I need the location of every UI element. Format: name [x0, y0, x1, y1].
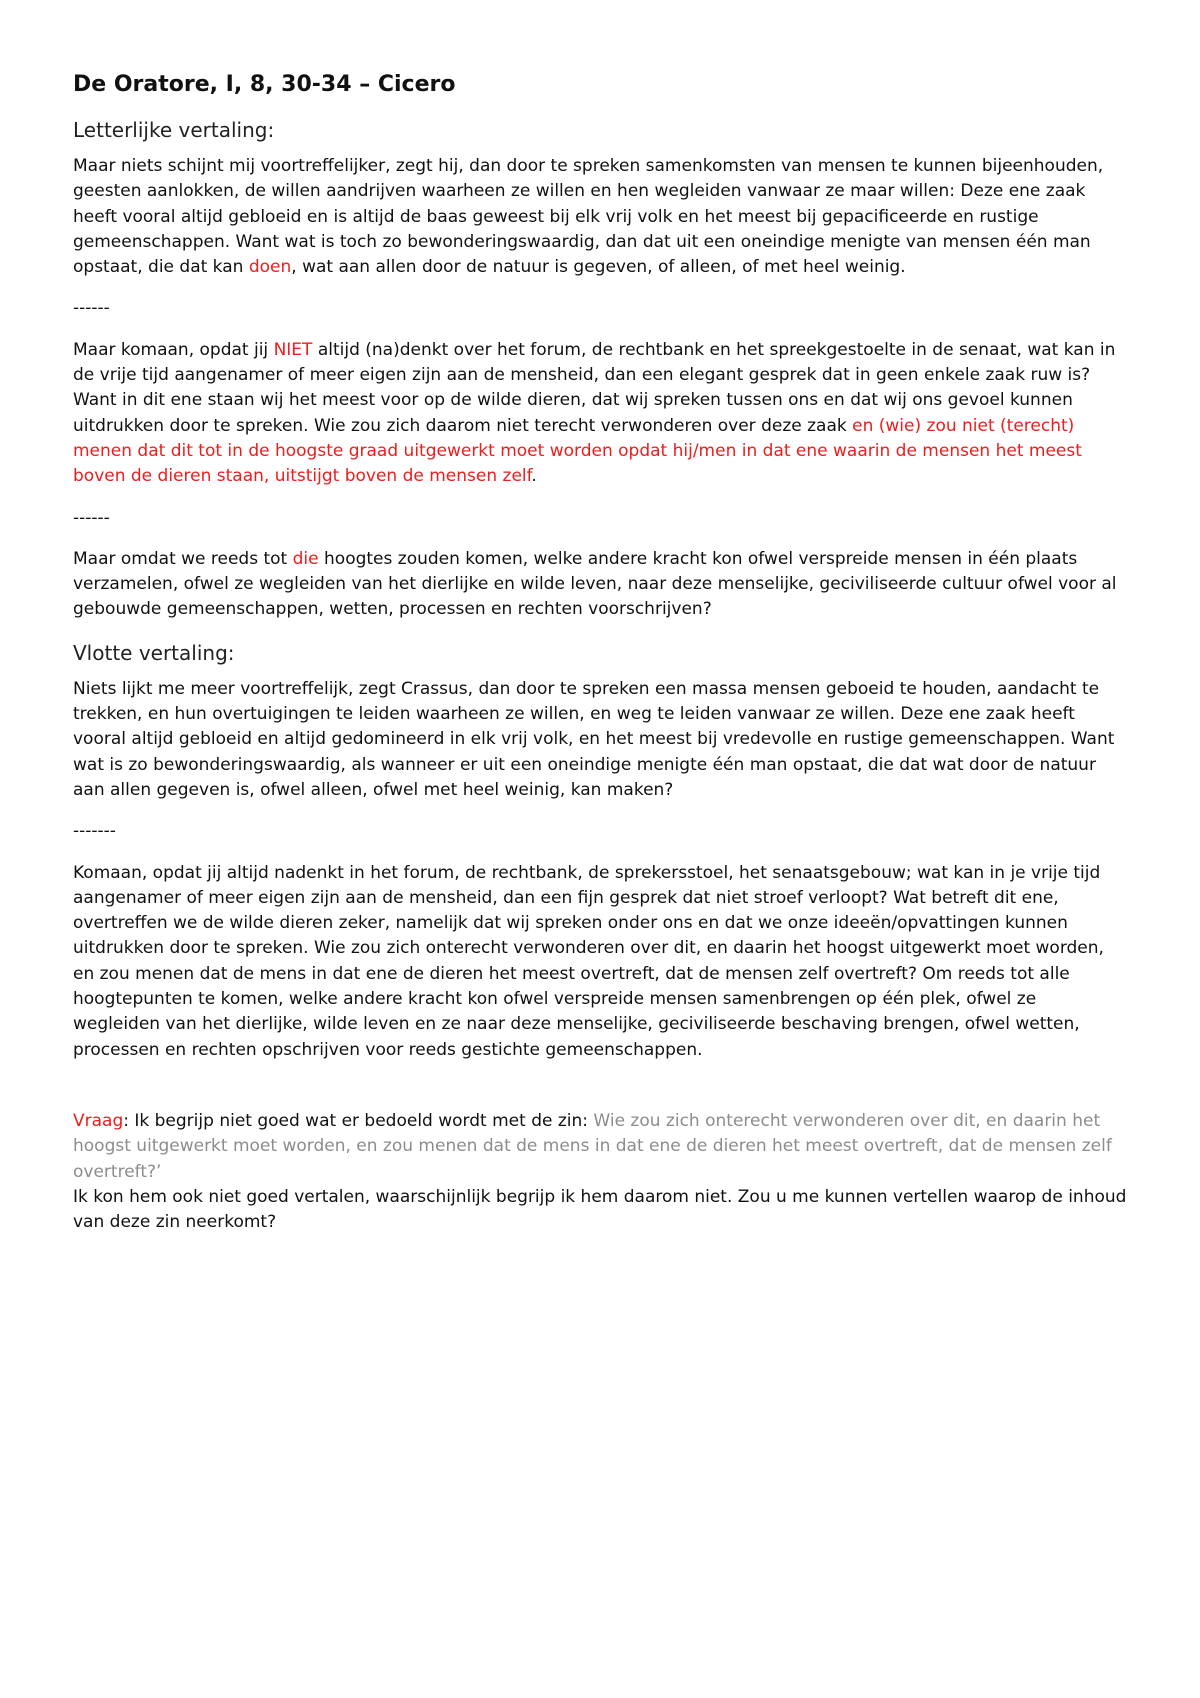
question-paragraph [73, 1109, 1128, 1185]
fluent-paragraph-1: Niets lijkt me meer voortreffelijk, zegt Crassus, dan door te spreken een massa mensen geboeid te houden, aandacht te trekken, en hun overtuigingen te leiden waarheen ze willen, en weg te leiden vanwaar ze willen. Deze ene zaak heeft vooral altijd gebloeid en altijd gedomineerd in elk vrij volk, en het meest bij vredevolle en rustige gemeenschappen. Want wat is zo bewonderingswaardig, als wanneer er uit een oneindige menigte één man opstaat, die dat wat door de natuur aan allen gegeven is, ofwel alleen, ofwel met heel weinig, kan maken? [73, 678, 1115, 800]
literal-p2-end: . [531, 466, 537, 487]
document-title: De Oratore, I, 8, 30-34 – Cicero [73, 72, 456, 97]
separator-1: ------ [73, 298, 110, 319]
spacer [73, 1079, 1128, 1109]
fluent-paragraph-2: Komaan, opdat jij altijd nadenkt in het forum, de rechtbank, de sprekersstoel, het senaatsgebouw; wat kan in je vrije tijd aangenamer of meer eigen zijn aan de mensheid, dan een fijn gesprek dat niet stroef verloopt? Wat betreft dit ene, overtreffen we de wilde dieren zeker, namelijk dat wij spreken onder ons en dat we onze ideeën/opvattingen kunnen uitdrukken door te spreken. Wie zou zich onterecht verwonderen over dit, en daarin het hoogst uitgewerkt moet worden, en zou menen dat de mens in dat ene de dieren het meest overtreft, dat de mensen zelf overtreft? Om reeds tot alle hoogtepunten te komen, welke andere kracht kon ofwel verspreide mensen samenbrengen op één plek, ofwel ze wegleiden van het dierlijke, wilde leven en ze naar deze menselijke, geciviliseerde beschaving brengen, ofwel wetten, processen en rechten opschrijven voor reeds gestichte gemeenschappen. [73, 862, 1104, 1060]
question-label: Vraag [73, 1110, 124, 1131]
literal-p3-end: hoogtes zouden komen, welke andere kracht kon ofwel verspreide mensen in één plaats verzamelen, ofwel ze wegleiden van het dierlijke en wilde leven, naar deze menselijke, geciviliseerde cultuur ofwel voor al gebouwde gemeenschappen, wetten, processen en rechten voorschrijven? [73, 548, 1117, 620]
literal-paragraph-3 [73, 547, 1128, 623]
literal-translation-heading: Letterlijke vertaling: [73, 118, 275, 142]
literal-p1-end: , wat aan allen door de natuur is gegeven, of alleen, of met heel weinig. [291, 257, 906, 278]
separator-3: ------- [73, 821, 116, 842]
question-quote: Wie zou zich onterecht verwonderen over dit, en daarin het hoogst uitgewerkt moet worden, en zou menen dat de mens in dat ene de dieren het meest overtreft, dat de mensen zelf overtreft?’ [73, 1110, 1112, 1182]
question-followup: Ik kon hem ook niet goed vertalen, waarschijnlijk begrijp ik hem daarom niet. Zou u me kunnen vertellen waarop de inhoud van deze zin neerkomt? [73, 1186, 1127, 1233]
literal-paragraph-2 [73, 338, 1128, 490]
literal-p2-highlight-niet: NIET [273, 339, 313, 360]
literal-p1-text: Maar niets schijnt mij voortreffelijker, zegt hij, dan door te spreken samenkomsten van mensen te kunnen bijeenhouden, geesten aanlokken, de willen aandrijven waarheen ze willen en hen wegleiden vanwaar ze maar willen: Deze ene zaak heeft vooral altijd gebloeid en is altijd de baas geweest bij elk vrij volk en het meest bij gepacificeerde en rustige gemeenschappen. Want wat is toch zo bewonderingswaardig, dan dat uit een oneindige menigte van mensen één man opstaat, die dat kan [73, 156, 1104, 278]
separator-2: ------ [73, 507, 110, 528]
fluent-translation-heading: Vlotte vertaling: [73, 640, 235, 665]
literal-paragraph-1 [73, 154, 1128, 280]
literal-p2-highlight-clause: en (wie) zou niet (terecht) menen dat dit tot in de hoogste graad uitgewerkt moet worden opdat hij/men in dat ene waarin de mensen het meest boven de dieren staan, uitstijgt boven de mensen zelf [73, 415, 1082, 487]
literal-p2-middle: altijd (na)denkt over het forum, de rechtbank en het spreekgestoelte in de senaat, wat kan in de vrije tijd aangenamer of meer eigen zijn aan de mensheid, dan een elegant gesprek dat in geen enkele zaak ruw is? Want in dit ene staan wij het meest voor op de wilde dieren, dat wij spreken tussen ons en dat wij ons gevoel kunnen uitdrukken door te spreken. Wie zou zich daarom niet terecht verwonderen over deze zaak [73, 339, 1116, 436]
literal-p1-highlight: doen [248, 257, 292, 278]
literal-p3-highlight: die [292, 548, 319, 569]
literal-p3-start: Maar omdat we reeds tot [73, 548, 293, 569]
literal-p2-start: Maar komaan, opdat jij [73, 339, 274, 360]
question-intro: : Ik begrijp niet goed wat er bedoeld wordt met de zin: [123, 1110, 594, 1131]
